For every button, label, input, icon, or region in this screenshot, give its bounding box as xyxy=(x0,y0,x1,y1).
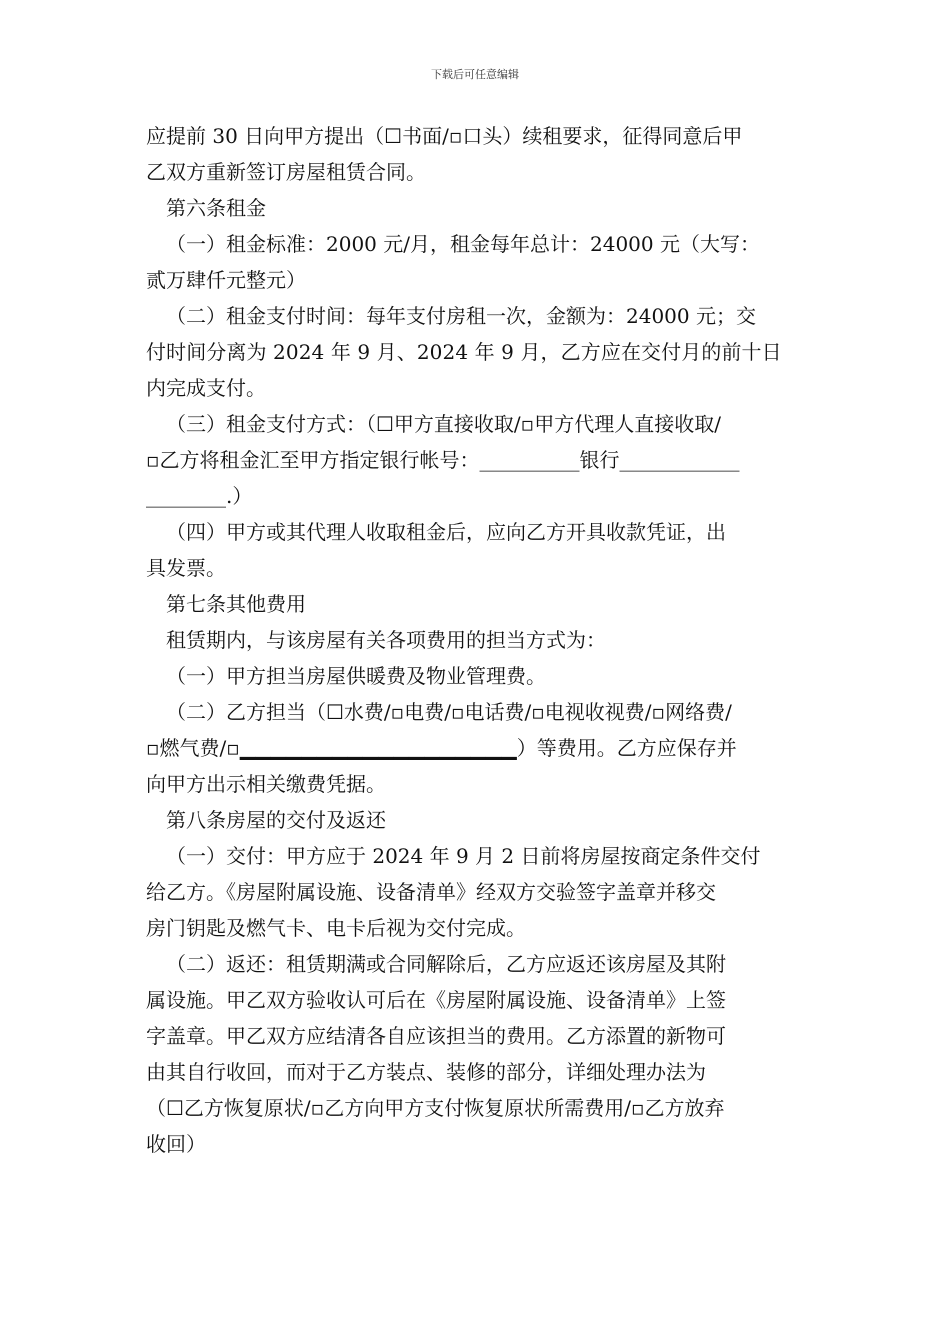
text-line: 内完成支付。 xyxy=(146,376,266,400)
text-line: ▫燃气费/▫▁▁▁▁▁▁▁▁▁▁▁▁▁▁▁▁▁▁）等费用。乙方应保存并 xyxy=(146,736,737,760)
text-line: 由其自行收回，而对于乙方装点、装修的部分，详细处理办法为 xyxy=(146,1060,706,1084)
section-heading-delivery: 第八条房屋的交付及返还 xyxy=(166,808,386,832)
text-line: （☐乙方恢复原状/▫乙方向甲方支付恢复原状所需费用/▫乙方放弃 xyxy=(146,1096,725,1120)
text-line: ________.） xyxy=(146,484,253,508)
text-line: 付时间分离为 2024 年 9 月、2024 年 9 月，乙方应在交付月的前十日 xyxy=(146,340,782,364)
text-line: 具发票。 xyxy=(146,556,226,580)
text-line: 租赁期内，与该房屋有关各项费用的担当方式为： xyxy=(166,628,606,652)
section-heading-other-fees: 第七条其他费用 xyxy=(166,592,306,616)
text-line: （一）交付：甲方应于 2024 年 9 月 2 日前将房屋按商定条件交付 xyxy=(166,844,761,868)
text-line: 向甲方出示相关缴费凭据。 xyxy=(146,772,386,796)
text-line: （二）返还：租赁期满或合同解除后，乙方应返还该房屋及其附 xyxy=(166,952,726,976)
contract-body xyxy=(146,118,808,1162)
text-line: 贰万肆仟元整元） xyxy=(146,268,306,292)
text-line: 属设施。甲乙双方验收认可后在《房屋附属设施、设备清单》上签 xyxy=(146,988,726,1012)
page-header: 下载后可任意编辑 xyxy=(431,68,519,81)
text-line: （三）租金支付方式：（☐甲方直接收取/▫甲方代理人直接收取/ xyxy=(166,412,721,436)
text-line: （一）租金标准：2000 元/月，租金每年总计：24000 元（大写： xyxy=(166,232,760,256)
text-line: 收回） xyxy=(146,1132,206,1156)
text-line: 应提前 30 日向甲方提出（☐书面/▫口头）续租要求，征得同意后甲 xyxy=(146,124,743,148)
text-line: （一）甲方担当房屋供暖费及物业管理费。 xyxy=(166,664,546,688)
text-line: 给乙方。《房屋附属设施、设备清单》经双方交验签字盖章并移交 xyxy=(146,880,716,904)
text-line: （二）乙方担当（☐水费/▫电费/▫电话费/▫电视收视费/▫网络费/ xyxy=(166,700,732,724)
text-line: （二）租金支付时间：每年支付房租一次，金额为：24000 元；交 xyxy=(166,304,756,328)
text-line: 乙双方重新签订房屋租赁合同。 xyxy=(146,160,426,184)
text-line: （四）甲方或其代理人收取租金后，应向乙方开具收款凭证，出 xyxy=(166,520,726,544)
section-heading-rent: 第六条租金 xyxy=(166,196,266,220)
text-line: ▫乙方将租金汇至甲方指定银行帐号：__________银行____________ xyxy=(146,448,740,472)
text-line: 字盖章。甲乙双方应结清各自应该担当的费用。乙方添置的新物可 xyxy=(146,1024,726,1048)
text-line: 房门钥匙及燃气卡、电卡后视为交付完成。 xyxy=(146,916,526,940)
